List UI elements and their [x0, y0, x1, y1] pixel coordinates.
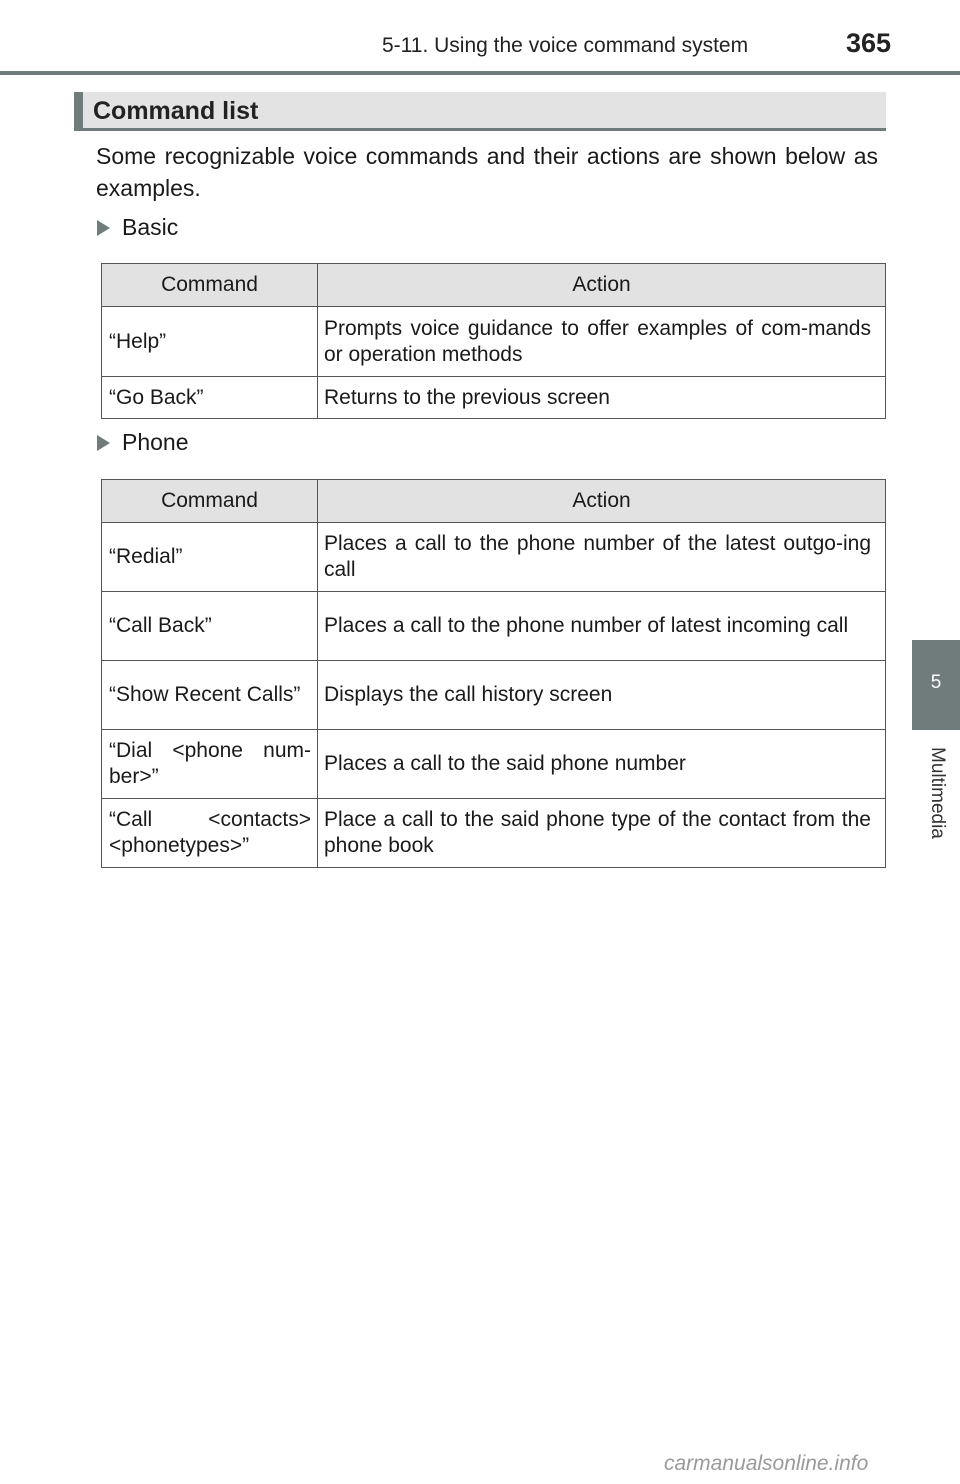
column-header-command: Command [102, 264, 318, 307]
command-cell: “Redial” [102, 523, 318, 592]
chapter-tab: 5 [912, 640, 960, 730]
table-header-row [102, 264, 886, 307]
column-header-action: Action [318, 264, 886, 307]
table-row [102, 730, 886, 799]
intro-paragraph: Some recognizable voice commands and their actions are shown below as examples. [96, 143, 878, 201]
section-accent-strip [74, 92, 83, 128]
table-row [102, 592, 886, 661]
section-title-bar [74, 92, 886, 131]
table-header-row [102, 480, 886, 523]
page-number: 365 [846, 28, 892, 58]
phone-subheading-label: Phone [122, 429, 189, 455]
action-cell: Displays the call history screen [318, 661, 886, 730]
right-triangle-icon [97, 220, 110, 236]
action-cell: Place a call to the said phone type of the contact from the phone book [318, 799, 886, 868]
watermark: carmanualsonline.info [664, 1452, 869, 1475]
column-header-command: Command [102, 480, 318, 523]
action-cell: Places a call to the phone number of latest incoming call [318, 592, 886, 661]
action-cell: Places a call to the said phone number [318, 730, 886, 799]
command-cell: “Dial <phone num-ber>” [102, 730, 318, 799]
column-header-action: Action [318, 480, 886, 523]
basic-subheading-label: Basic [122, 214, 179, 240]
action-cell: Returns to the previous screen [318, 377, 886, 419]
header-divider [0, 71, 960, 75]
command-cell: “Go Back” [102, 377, 318, 419]
command-cell: “Show Recent Calls” [102, 661, 318, 730]
action-cell: Prompts voice guidance to offer examples of com-mands or operation methods [318, 307, 886, 377]
phone-subheading [97, 429, 189, 456]
command-cell: “Call Back” [102, 592, 318, 661]
table-row [102, 661, 886, 730]
table-row [102, 307, 886, 377]
running-header-title: 5-11. Using the voice command system [382, 34, 749, 57]
right-triangle-icon [97, 435, 110, 451]
chapter-tab-label: Multimedia [927, 747, 948, 839]
command-cell: “Help” [102, 307, 318, 377]
phone-command-table [101, 479, 886, 868]
basic-command-table [101, 263, 886, 419]
action-cell: Places a call to the phone number of the latest outgo-ing call [318, 523, 886, 592]
section-title: Command list [93, 97, 259, 125]
table-row [102, 799, 886, 868]
command-cell: “Call <contacts> <phonetypes>” [102, 799, 318, 868]
table-row [102, 523, 886, 592]
table-row [102, 377, 886, 419]
basic-subheading [97, 214, 178, 241]
